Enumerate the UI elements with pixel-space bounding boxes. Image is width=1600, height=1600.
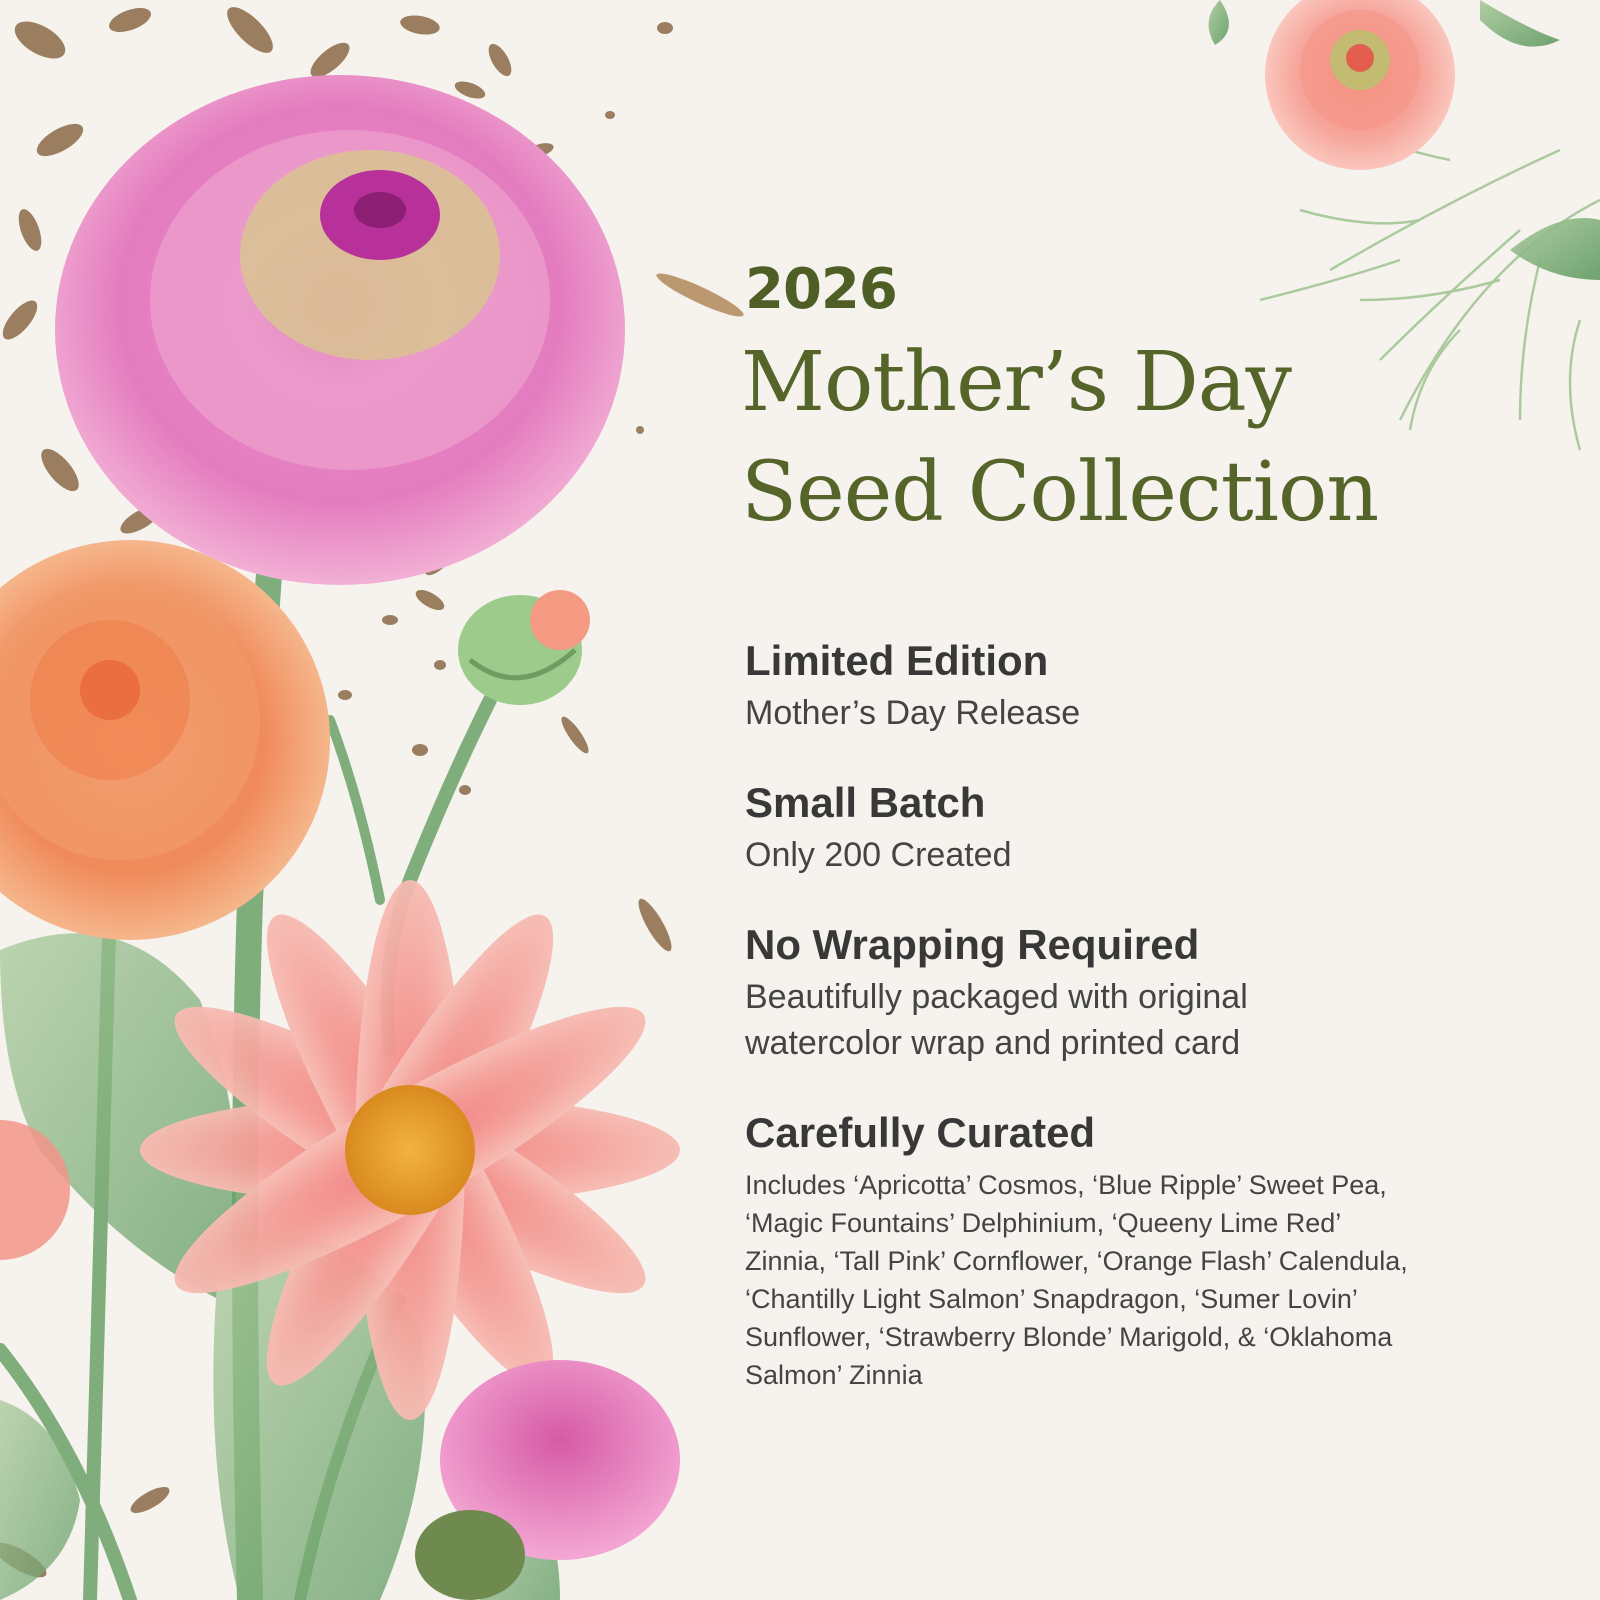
feature-title: Small Batch	[745, 779, 986, 826]
feature-description: Mother’s Day Release	[745, 694, 1081, 732]
feature-item-no-wrapping	[745, 920, 1465, 1066]
watercolor-pink-zinnia	[55, 75, 625, 585]
feature-title: Carefully Curated	[745, 1109, 1096, 1156]
feature-title: Limited Edition	[745, 637, 1049, 684]
collection-year: 2026	[745, 257, 897, 322]
collection-title	[741, 328, 1465, 548]
feature-list	[745, 636, 1465, 1394]
feature-item-small-batch	[745, 778, 1465, 878]
feature-description: Includes ‘Apricotta’ Cosmos, ‘Blue Ripple’ Sweet Pea, ‘Magic Fountains’ Delphinium, ‘Queeny Lime Red’ Zinnia, ‘Tall Pink’ Cornflower, ‘Orange Flash’ Calendula, ‘Chantilly Light Salmon’ Snapdragon, ‘Sumer Lovin’ Sunflower, ‘Strawberry Blonde’ Marigold, & ‘Oklahoma Salmon’ Zinnia	[745, 1170, 1408, 1390]
watercolor-orange-zinnia	[0, 540, 330, 940]
watercolor-coral-zinnia	[1265, 0, 1455, 170]
feature-description: Beautifully packaged with original watercolor wrap and printed card	[745, 978, 1248, 1062]
product-copy	[741, 257, 1465, 1436]
feature-item-limited-edition	[745, 636, 1465, 736]
feature-item-carefully-curated	[745, 1108, 1465, 1394]
feature-title: No Wrapping Required	[745, 921, 1200, 968]
watercolor-flower-bud	[458, 590, 590, 705]
title-line-1: Mother’s Day	[741, 335, 1291, 430]
title-line-2: Seed Collection	[741, 445, 1379, 540]
feature-description: Only 200 Created	[745, 836, 1012, 874]
